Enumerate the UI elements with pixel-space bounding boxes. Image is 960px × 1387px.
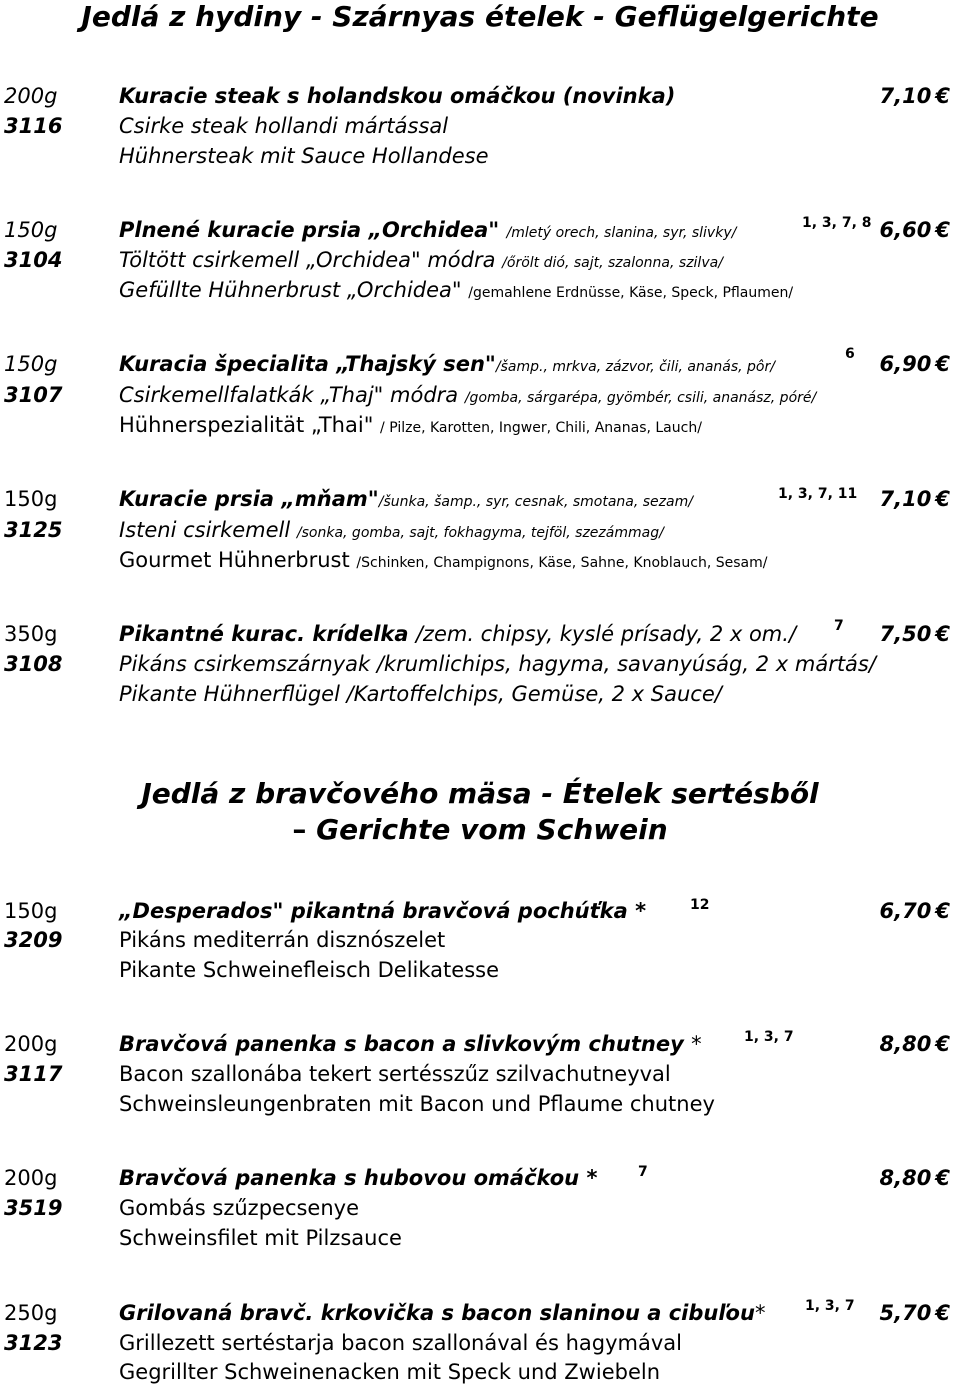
menu-item-3519-de (0, 1223, 960, 1253)
price-value: 5,70 (879, 1301, 932, 1325)
menu-item-3123-hu (0, 1328, 960, 1358)
item-note-de: /gemahlene Erdnüsse, Käse, Speck, Pflaumen/ (468, 285, 794, 301)
menu-item-3108-hu (0, 649, 960, 679)
item-name-sk-text: Pikantné kurac. krídelka (119, 622, 409, 646)
item-price (880, 484, 950, 514)
item-name-hu: Pikáns mediterrán disznószelet (119, 928, 446, 952)
item-note-sk: /zem. chipsy, kyslé prísady, 2 x om./ (415, 622, 797, 646)
menu-item-3107-hu (0, 380, 960, 410)
allergens: 1, 3, 7, 8 (802, 215, 872, 231)
price-value: 7,10 (879, 84, 932, 108)
item-name-sk-text: Plnené kuracie prsia „Orchidea" (119, 218, 500, 242)
item-name-hu: Grillezett sertéstarja bacon szallonával és hagymával (119, 1331, 682, 1355)
price-value: 6,60 (879, 218, 932, 242)
euro-icon: € (935, 1032, 950, 1056)
section-title-pork: Jedlá z bravčového mäsa - Ételek sertésből (141, 777, 819, 810)
item-code: 3209 (4, 928, 63, 952)
menu-item-3107-de (0, 410, 960, 440)
menu-item-3125 (0, 484, 960, 514)
subtitle-text: Gerichte vom Schwein (316, 813, 668, 846)
item-name-hu-text: Töltött csirkemell „Orchidea" módra (119, 248, 496, 272)
item-name-sk (119, 619, 796, 649)
euro-icon: € (935, 487, 950, 511)
item-name-de-text: Gourmet Hühnerbrust (119, 548, 350, 572)
item-note-de: / Pilze, Karotten, Ingwer, Chili, Ananas, Lauch/ (380, 420, 702, 436)
menu-item-3108 (0, 619, 960, 649)
menu-item-3104-de (0, 275, 960, 305)
menu-item-3209 (0, 896, 960, 926)
price-value: 8,80 (879, 1166, 932, 1190)
menu-item-3108-de (0, 679, 960, 709)
euro-icon: € (935, 899, 950, 923)
allergens: 7 (834, 618, 844, 634)
item-note-sk: /mletý orech, slanina, syr, slivky/ (506, 225, 737, 241)
item-name-hu-text: Isteni csirkemell (119, 518, 291, 542)
item-weight: 150g (4, 352, 58, 376)
item-name-sk (119, 1298, 765, 1328)
price-value: 8,80 (879, 1032, 932, 1056)
item-price (880, 215, 950, 245)
item-note-sk: /šunka, šamp., syr, cesnak, smotana, sezam/ (378, 494, 693, 510)
menu-item-3117-de (0, 1089, 960, 1119)
item-weight: 150g (4, 218, 58, 242)
item-note-sk: /šamp., mrkva, zázvor, čili, ananás, pôr/ (495, 359, 775, 375)
price-value: 6,90 (879, 352, 932, 376)
item-note-de: /Schinken, Champignons, Käse, Sahne, Knoblauch, Sesam/ (356, 555, 768, 571)
menu-item-3123-de (0, 1357, 960, 1387)
menu-item-3519 (0, 1163, 960, 1193)
item-name-sk: Bravčová panenka s hubovou omáčkou * (119, 1166, 598, 1190)
menu-item-3117-hu (0, 1059, 960, 1089)
item-name-de: Hühnersteak mit Sauce Hollandese (119, 144, 489, 168)
item-name-de-text: Gefüllte Hühnerbrust „Orchidea" (119, 278, 462, 302)
item-name-de: Pikante Hühnerflügel /Kartoffelchips, Gemüse, 2 x Sauce/ (119, 682, 722, 706)
item-name-hu-text: Csirkemellfalatkák „Thaj" módra (119, 383, 459, 407)
allergens: 7 (638, 1164, 648, 1180)
menu-item-3209-hu (0, 925, 960, 955)
item-code: 3107 (4, 383, 63, 407)
euro-icon: € (935, 1166, 950, 1190)
euro-icon: € (935, 352, 950, 376)
menu-item-3116-hu (0, 111, 960, 141)
item-price (880, 1029, 950, 1059)
menu-item-3123 (0, 1298, 960, 1328)
menu-item-3116-de (0, 141, 960, 171)
price-value: 6,70 (879, 899, 932, 923)
item-name-de (119, 410, 702, 443)
item-name-sk-text: Kuracie prsia „mňam" (119, 487, 379, 511)
item-code: 3123 (4, 1331, 63, 1355)
item-note-hu: /gomba, sárgarépa, gyömbér, csili, ananász, póré/ (464, 390, 817, 406)
allergens: 1, 3, 7 (805, 1298, 855, 1314)
menu-item-3107 (0, 346, 960, 379)
item-name-de: Schweinsfilet mit Pilzsauce (119, 1226, 402, 1250)
item-name-hu: Csirke steak hollandi mártással (119, 114, 449, 138)
menu-item-3209-de (0, 955, 960, 985)
item-name-sk-text: Kuracia špecialita „Thajský sen" (119, 352, 496, 376)
menu-item-3125-de (0, 545, 960, 575)
item-name-hu: Gombás szűzpecsenye (119, 1196, 360, 1220)
item-name-sk (119, 484, 693, 517)
price-value: 7,10 (879, 487, 932, 511)
item-weight: 200g (4, 1032, 58, 1056)
item-code: 3116 (4, 114, 63, 138)
item-name-de: Schweinsleungenbraten mit Bacon und Pflaume chutney (119, 1092, 715, 1116)
euro-icon: € (935, 622, 950, 646)
item-code: 3104 (4, 248, 63, 272)
menu-item-3104 (0, 215, 960, 245)
item-name-sk (119, 215, 736, 248)
section-subtitle-pork (0, 813, 960, 847)
item-name-sk-text: Bravčová panenka s bacon a slivkovým chutney (119, 1032, 684, 1056)
item-price (880, 619, 950, 649)
item-name-sk (119, 349, 775, 382)
item-star: * (691, 1032, 702, 1056)
section-title-poultry: Jedlá z hydiny - Szárnyas ételek - Geflügelgerichte (81, 0, 879, 33)
item-code: 3117 (4, 1062, 63, 1086)
item-name-sk: Kuracie steak s holandskou omáčkou (novinka) (119, 84, 676, 108)
price-value: 7,50 (879, 622, 932, 646)
menu-item-3117 (0, 1029, 960, 1059)
euro-icon: € (935, 84, 950, 108)
item-price (880, 896, 950, 926)
menu-item-3104-hu (0, 245, 960, 275)
item-name-sk (119, 1029, 702, 1059)
euro-icon: € (935, 218, 950, 242)
item-name-sk: „Desperados" pikantná bravčová pochúťka * (119, 899, 647, 923)
item-price (880, 1163, 950, 1193)
item-name-de: Pikante Schweinefleisch Delikatesse (119, 958, 500, 982)
allergens: 1, 3, 7 (744, 1029, 794, 1045)
item-weight: 250g (4, 1301, 58, 1325)
item-weight: 150g (4, 899, 58, 923)
item-name-de (119, 545, 767, 578)
item-weight: 200g (4, 84, 58, 108)
item-note-hu: /őrölt dió, sajt, szalonna, szilva/ (502, 255, 723, 271)
item-code: 3519 (4, 1196, 63, 1220)
menu-item-3116 (0, 81, 960, 111)
item-code: 3125 (4, 518, 63, 542)
item-code: 3108 (4, 652, 63, 676)
item-weight: 200g (4, 1166, 58, 1190)
allergens: 12 (690, 897, 710, 913)
subtitle-dash: – (292, 813, 307, 846)
item-weight: 350g (4, 622, 58, 646)
item-weight: 150g (4, 487, 58, 511)
menu-item-3125-hu (0, 515, 960, 545)
item-name-hu (119, 380, 816, 413)
allergens: 1, 3, 7, 11 (778, 486, 858, 502)
item-name-hu: Pikáns csirkemszárnyak /krumlichips, hagyma, savanyúság, 2 x mártás/ (119, 652, 876, 676)
item-name-de-text: Hühnerspezialität „Thai" (119, 413, 374, 437)
item-price (880, 1298, 950, 1328)
item-name-de (119, 275, 793, 308)
item-name-de: Gegrillter Schweinenacken mit Speck und Zwiebeln (119, 1360, 661, 1384)
allergens: 6 (845, 346, 855, 362)
item-note-hu: /sonka, gomba, sajt, fokhagyma, tejföl, szezámmag/ (296, 525, 664, 541)
menu-item-3519-hu (0, 1193, 960, 1223)
item-name-hu (119, 515, 664, 548)
item-star: * (754, 1301, 766, 1325)
item-name-sk-text: Grilovaná bravč. krkovička s bacon slaninou a cibuľou (119, 1301, 755, 1325)
item-price (880, 81, 950, 111)
item-price (880, 349, 950, 379)
euro-icon: € (935, 1301, 950, 1325)
item-name-hu: Bacon szallonába tekert sertésszűz szilvachutneyval (119, 1062, 671, 1086)
item-name-hu (119, 245, 723, 278)
